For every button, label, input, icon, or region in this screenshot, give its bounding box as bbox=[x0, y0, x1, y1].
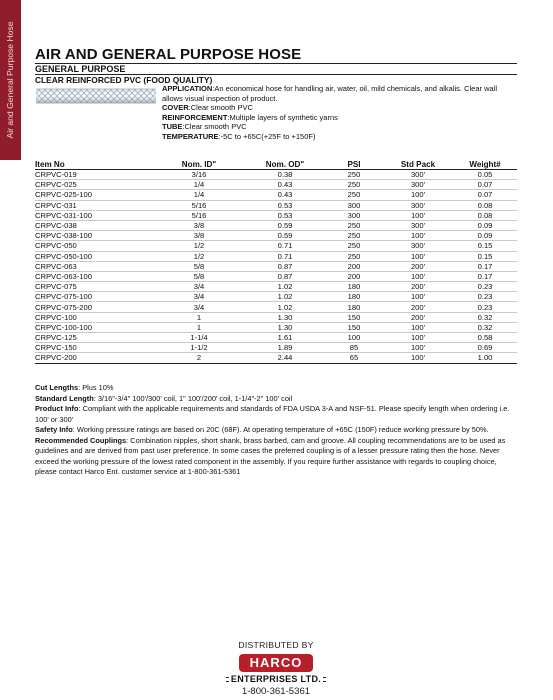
table-cell: 150 bbox=[325, 322, 383, 332]
table-cell: 300' bbox=[383, 200, 453, 210]
table-cell: 0.09 bbox=[453, 220, 517, 230]
table-row bbox=[35, 322, 517, 332]
table-cell: 100' bbox=[383, 353, 453, 363]
phone-number: 1-800-361-5361 bbox=[241, 686, 311, 697]
table-cell: 250 bbox=[325, 180, 383, 190]
table-cell: 100' bbox=[383, 322, 453, 332]
table-cell: 5/8 bbox=[153, 271, 245, 281]
table-cell: 0.17 bbox=[453, 261, 517, 271]
table-row bbox=[35, 170, 517, 180]
spec-reinforcement: REINFORCEMENT:Multiple layers of synthetic yarns bbox=[162, 112, 338, 122]
page-title: AIR AND GENERAL PURPOSE HOSE bbox=[35, 46, 302, 63]
table-cell: 1-1/2 bbox=[153, 343, 245, 353]
table-cell: 0.09 bbox=[453, 231, 517, 241]
table-row bbox=[35, 292, 517, 302]
table-cell: 0.53 bbox=[245, 210, 325, 220]
table-cell: 250 bbox=[325, 231, 383, 241]
table-cell: CRPVC-150 bbox=[35, 343, 153, 353]
table-cell: 0.69 bbox=[453, 343, 517, 353]
side-tab-label: Air and General Purpose Hose bbox=[5, 21, 15, 139]
table-cell: 200' bbox=[383, 282, 453, 292]
note-product-info: Product Info: Compliant with the applicable requirements and standards of FDA USDA 3-A and NSF-51. Please specify length when ordering i.e. 100' or 300' bbox=[35, 404, 510, 424]
table-cell: 1/4 bbox=[153, 180, 245, 190]
table-cell: 5/16 bbox=[153, 200, 245, 210]
spec-cover: COVER:Clear smooth PVC bbox=[162, 103, 253, 113]
table-row bbox=[35, 251, 517, 261]
spec-temperature: TEMPERATURE:-5C to +65C(+25F to +150F) bbox=[162, 131, 316, 141]
note-safety-info: Safety Info: Working pressure ratings are based on 20C (68F). At operating temperature of +65C (150F) reduce working pressure by 50%. bbox=[35, 425, 489, 434]
table-cell: CRPVC-019 bbox=[35, 170, 153, 180]
table-cell: 200' bbox=[383, 312, 453, 322]
table-cell: 3/8 bbox=[153, 231, 245, 241]
table-cell: 1.30 bbox=[245, 312, 325, 322]
table-cell: 1.89 bbox=[245, 343, 325, 353]
col-header-item-no: Item No bbox=[35, 160, 153, 170]
table-cell: 250 bbox=[325, 241, 383, 251]
table-cell: CRPVC-031-100 bbox=[35, 210, 153, 220]
table-cell: 0.07 bbox=[453, 190, 517, 200]
col-header-nom-od: Nom. OD" bbox=[245, 160, 325, 170]
table-cell: 2 bbox=[153, 353, 245, 363]
table-cell: CRPVC-075-100 bbox=[35, 292, 153, 302]
product-table bbox=[35, 160, 517, 364]
table-cell: CRPVC-075-200 bbox=[35, 302, 153, 312]
table-cell: CRPVC-050-100 bbox=[35, 251, 153, 261]
table-row bbox=[35, 210, 517, 220]
table-cell: 1.02 bbox=[245, 302, 325, 312]
table-cell: CRPVC-031 bbox=[35, 200, 153, 210]
table-cell: 0.58 bbox=[453, 333, 517, 343]
spec-list bbox=[162, 84, 514, 142]
table-cell: 0.59 bbox=[245, 231, 325, 241]
table-cell: 65 bbox=[325, 353, 383, 363]
table-cell: 3/4 bbox=[153, 292, 245, 302]
table-row bbox=[35, 353, 517, 363]
table-cell: 0.59 bbox=[245, 220, 325, 230]
table-cell: 180 bbox=[325, 292, 383, 302]
table-cell: 1 bbox=[153, 322, 245, 332]
table-cell: 200 bbox=[325, 271, 383, 281]
spec-application: APPLICATION:An economical hose for handling air, water, oil, mild chemicals, and alkalis. Clear wall allows visual inspection of product. bbox=[162, 84, 497, 103]
table-cell: 85 bbox=[325, 343, 383, 353]
table-cell: 300' bbox=[383, 170, 453, 180]
table-cell: CRPVC-063 bbox=[35, 261, 153, 271]
note-standard-length: Standard Length: 3/16"-3/4" 100'/300' coil, 1" 100'/200' coil, 1-1/4"-2" 100' coil bbox=[35, 393, 293, 403]
hose-image bbox=[36, 87, 156, 105]
table-cell: 0.43 bbox=[245, 190, 325, 200]
table-cell: 0.07 bbox=[453, 180, 517, 190]
table-row bbox=[35, 302, 517, 312]
table-row bbox=[35, 261, 517, 271]
table-cell: 3/8 bbox=[153, 220, 245, 230]
table-row bbox=[35, 271, 517, 281]
table-cell: 300' bbox=[383, 241, 453, 251]
table-cell: 250 bbox=[325, 220, 383, 230]
spec-tube: TUBE:Clear smooth PVC bbox=[162, 122, 247, 132]
table-row bbox=[35, 343, 517, 353]
table-cell: 300 bbox=[325, 200, 383, 210]
table-cell: 200' bbox=[383, 261, 453, 271]
table-cell: 1/4 bbox=[153, 190, 245, 200]
table-cell: CRPVC-125 bbox=[35, 333, 153, 343]
table-cell: 0.23 bbox=[453, 282, 517, 292]
table-cell: 3/4 bbox=[153, 302, 245, 312]
table-cell: 3/16 bbox=[153, 170, 245, 180]
table-cell: 0.23 bbox=[453, 292, 517, 302]
table-cell: 250 bbox=[325, 170, 383, 180]
table-cell: 1/2 bbox=[153, 251, 245, 261]
table-cell: 100' bbox=[383, 292, 453, 302]
table-cell: 300' bbox=[383, 180, 453, 190]
table-row bbox=[35, 200, 517, 210]
table-row bbox=[35, 231, 517, 241]
table-cell: 180 bbox=[325, 302, 383, 312]
table-cell: 0.15 bbox=[453, 251, 517, 261]
table-cell: CRPVC-100-100 bbox=[35, 322, 153, 332]
table-cell: 100 bbox=[325, 333, 383, 343]
table-cell: 100' bbox=[383, 271, 453, 281]
table-cell: 100' bbox=[383, 231, 453, 241]
table-cell: 250 bbox=[325, 251, 383, 261]
harco-brand-badge bbox=[239, 654, 313, 672]
table-row bbox=[35, 190, 517, 200]
table-cell: 1 bbox=[153, 312, 245, 322]
table-cell: 0.71 bbox=[245, 251, 325, 261]
table-header-row bbox=[35, 160, 517, 170]
table-cell: 300' bbox=[383, 220, 453, 230]
table-cell: 100' bbox=[383, 251, 453, 261]
side-tab bbox=[0, 0, 21, 160]
note-recommended-couplings: Recommended Couplings: Combination nipples, short shank, brass barbed, cam and groove. All coupling recommendations are to be used as guidelines and are derived from past user preference. In some cases the preferred coupling is of a lesser pressure rating then the hose. Never exceed the working pressure of the lowest rated component in the assembly. If you require further assistance with regards to coupling choice, please contact Harco Ent. customer service at 1-800-361-5361 bbox=[35, 435, 506, 476]
harco-brand-text: HARCO bbox=[249, 655, 303, 670]
table-cell: 200 bbox=[325, 261, 383, 271]
table-cell: CRPVC-038 bbox=[35, 220, 153, 230]
table-cell: 0.71 bbox=[245, 241, 325, 251]
table-cell: 100' bbox=[383, 343, 453, 353]
col-header-nom-id: Nom. ID" bbox=[153, 160, 245, 170]
table-row bbox=[35, 312, 517, 322]
table-cell: 0.32 bbox=[453, 312, 517, 322]
table-row bbox=[35, 282, 517, 292]
table-cell: 1/2 bbox=[153, 241, 245, 251]
product-line-heading: CLEAR REINFORCED PVC (FOOD QUALITY) bbox=[35, 75, 213, 85]
table-cell: 1.61 bbox=[245, 333, 325, 343]
table-cell: 300 bbox=[325, 210, 383, 220]
table-cell: CRPVC-038-100 bbox=[35, 231, 153, 241]
table-cell: 0.08 bbox=[453, 200, 517, 210]
table-cell: 0.38 bbox=[245, 170, 325, 180]
table-cell: CRPVC-025 bbox=[35, 180, 153, 190]
table-cell: 0.43 bbox=[245, 180, 325, 190]
table-cell: 2.44 bbox=[245, 353, 325, 363]
table-cell: CRPVC-063-100 bbox=[35, 271, 153, 281]
table-cell: 0.08 bbox=[453, 210, 517, 220]
col-header-psi: PSI bbox=[325, 160, 383, 170]
table-cell: 5/8 bbox=[153, 261, 245, 271]
notes-section bbox=[35, 383, 517, 478]
table-cell: 1.30 bbox=[245, 322, 325, 332]
col-header-weight: Weight# bbox=[453, 160, 517, 170]
table-cell: 150 bbox=[325, 312, 383, 322]
table-cell: CRPVC-075 bbox=[35, 282, 153, 292]
table-cell: 0.23 bbox=[453, 302, 517, 312]
distributed-by-text: DISTRIBUTED BY bbox=[238, 640, 314, 650]
table-cell: CRPVC-025-100 bbox=[35, 190, 153, 200]
table-cell: 0.17 bbox=[453, 271, 517, 281]
table-cell: 100' bbox=[383, 210, 453, 220]
table-cell: 100' bbox=[383, 333, 453, 343]
table-row bbox=[35, 241, 517, 251]
table-cell: 0.15 bbox=[453, 241, 517, 251]
col-header-std-pack: Std Pack bbox=[383, 160, 453, 170]
table-cell: 180 bbox=[325, 282, 383, 292]
table-cell: 200' bbox=[383, 302, 453, 312]
table-cell: 3/4 bbox=[153, 282, 245, 292]
table-row bbox=[35, 333, 517, 343]
table-row bbox=[35, 220, 517, 230]
table-cell: 0.05 bbox=[453, 170, 517, 180]
table-cell: 250 bbox=[325, 190, 383, 200]
table-cell: CRPVC-100 bbox=[35, 312, 153, 322]
note-cut-lengths: Cut Lengths: Plus 10% bbox=[35, 383, 114, 392]
table-cell: 1.02 bbox=[245, 282, 325, 292]
section-subtitle: GENERAL PURPOSE bbox=[35, 64, 126, 74]
table-row bbox=[35, 180, 517, 190]
table-cell: 1-1/4 bbox=[153, 333, 245, 343]
table-cell: 0.87 bbox=[245, 271, 325, 281]
harco-logo bbox=[226, 640, 326, 698]
table-cell: CRPVC-050 bbox=[35, 241, 153, 251]
table-cell: 5/16 bbox=[153, 210, 245, 220]
table-cell: CRPVC-200 bbox=[35, 353, 153, 363]
table-cell: 1.02 bbox=[245, 292, 325, 302]
table-cell: 0.87 bbox=[245, 261, 325, 271]
table-cell: 0.32 bbox=[453, 322, 517, 332]
enterprises-text: ENTERPRISES LTD. bbox=[230, 674, 322, 684]
table-cell: 0.53 bbox=[245, 200, 325, 210]
table-cell: 1.00 bbox=[453, 353, 517, 363]
table-cell: 100' bbox=[383, 190, 453, 200]
